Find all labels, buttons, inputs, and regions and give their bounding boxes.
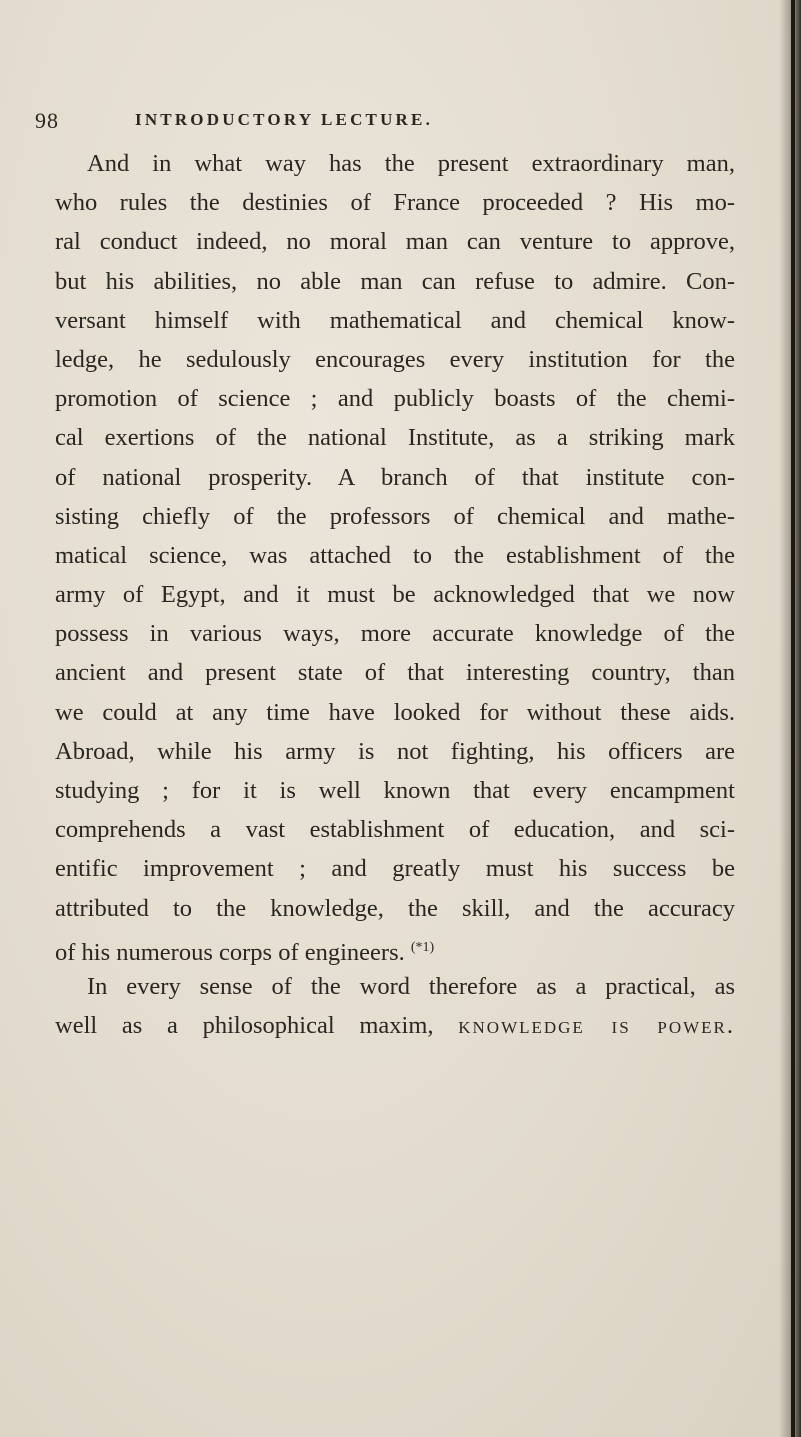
running-head: INTRODUCTORY LECTURE. <box>135 110 434 129</box>
text-line: ancient and present state of that interesting country, than <box>55 659 735 687</box>
text-line: ral conduct indeed, no moral man can venture to approve, <box>55 228 735 256</box>
footnote-reference: (*1) <box>410 939 435 955</box>
line-text: of his numerous corps of engineers. <box>55 938 405 966</box>
text-line: comprehends a vast establishment of education, and sci- <box>55 816 735 844</box>
body-text <box>55 144 735 1045</box>
text-line: Abroad, while his army is not fighting, his officers are <box>55 737 735 765</box>
text-line: but his abilities, no able man can refuse to admire. Con- <box>55 267 735 295</box>
text-line: In every sense of the word therefore as a practical, as <box>87 972 735 1000</box>
text-line: we could at any time have looked for without these aids. <box>55 698 735 726</box>
text-line: cal exertions of the national Institute, as a striking mark <box>55 424 735 452</box>
text-line: And in what way has the present extraordinary man, <box>87 150 735 177</box>
text-line: possess in various ways, more accurate knowledge of the <box>55 620 735 648</box>
text-line: who rules the destinies of France proceeded ? His mo- <box>55 189 735 217</box>
text-line <box>55 1006 735 1045</box>
text-line: ledge, he sedulously encourages every institution for the <box>55 345 735 373</box>
page-edge-shadow <box>779 0 801 1437</box>
text-line: of national prosperity. A branch of that institute con- <box>55 463 735 491</box>
text-line: promotion of science ; and publicly boasts of the chemi- <box>55 385 735 413</box>
page-edge-line <box>791 0 795 1437</box>
text-line <box>55 928 735 967</box>
page-number: 98 <box>35 108 59 133</box>
page-header <box>35 108 735 138</box>
line-text: well as a philosophical maxim, <box>55 1012 434 1040</box>
text-line: versant himself with mathematical and chemical know- <box>55 306 735 334</box>
text-line: sisting chiefly of the professors of chemical and mathe- <box>55 502 735 530</box>
text-line: matical science, was attached to the establishment of the <box>55 541 735 569</box>
text-line: studying ; for it is well known that every encampment <box>55 777 735 804</box>
emphasis-small-caps: knowledge is power. <box>458 1012 735 1040</box>
text-line: attributed to the knowledge, the skill, and the accuracy <box>55 894 735 922</box>
text-line: army of Egypt, and it must be acknowledged that we now <box>55 581 735 609</box>
text-line: entific improvement ; and greatly must his success be <box>55 855 735 883</box>
